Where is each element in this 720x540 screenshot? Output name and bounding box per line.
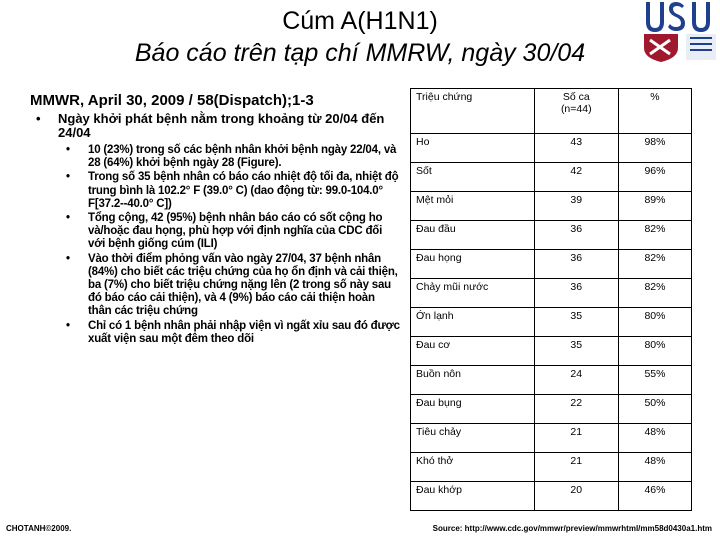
symptom-cell: Đau khớp [411,482,535,511]
table-row [411,366,692,395]
cases-cell: 42 [534,163,618,192]
table-row [411,424,692,453]
cases-cell: 36 [534,250,618,279]
table-row [411,308,692,337]
percent-cell: 48% [618,424,691,453]
table-row [411,192,692,221]
table-row [411,395,692,424]
usu-logo [640,0,720,62]
percent-cell: 46% [618,482,691,511]
cases-cell: 22 [534,395,618,424]
symptom-cell: Chảy mũi nước [411,279,535,308]
cases-cell: 21 [534,453,618,482]
report-summary [30,92,400,347]
percent-cell: 82% [618,250,691,279]
percent-cell: 98% [618,134,691,163]
cases-cell: 24 [534,366,618,395]
table-row [411,482,692,511]
percent-cell: 80% [618,337,691,366]
percent-cell: 50% [618,395,691,424]
detail-item: • Trong số 35 bệnh nhân có báo cáo nhiệt độ tối đa, nhiệt độ trung bình là 102.2° F (39.0° C) (dao động từ: 99.0-104.0° F[37.2--40.0° C]) [30,171,400,211]
cases-cell: 20 [534,482,618,511]
table-row [411,134,692,163]
percent-cell: 96% [618,163,691,192]
cases-cell: 35 [534,337,618,366]
page-title: Cúm A(H1N1) [282,7,438,35]
detail-list [30,144,400,346]
table-row [411,221,692,250]
symptom-cell: Ho [411,134,535,163]
detail-item: • Vào thời điểm phỏng vấn vào ngày 27/04, 37 bệnh nhân (84%) cho biết các triệu chứng của họ ổn định và cải thiện, ba (7%) cho biết triệu chứng nặng lên (2 trong số này sau đó báo cáo cải thiện), và 4 (9%) báo cáo cải thiện hoàn thân các triệu chứng [30,253,400,319]
page-subtitle: Báo cáo trên tạp chí MMRW, ngày 30/04 [134,39,586,67]
symptom-cell: Tiêu chảy [411,424,535,453]
cases-cell: 43 [534,134,618,163]
cases-cell: 36 [534,221,618,250]
percent-cell: 82% [618,279,691,308]
symptom-cell: Đau bụng [411,395,535,424]
table-row [411,453,692,482]
source-footer: Source: http://www.cdc.gov/mmwr/preview/mmwrhtml/mm58d0430a1.htm [432,524,712,533]
percent-cell: 80% [618,308,691,337]
table-row [411,337,692,366]
symptom-cell: Mệt mỏi [411,192,535,221]
percent-cell: 55% [618,366,691,395]
onset-bullet: • Ngày khởi phát bệnh nằm trong khoảng từ 20/04 đến 24/04 [30,112,400,140]
symptom-cell: Khó thở [411,453,535,482]
cases-cell: 39 [534,192,618,221]
report-citation: MMWR, April 30, 2009 / 58(Dispatch);1-3 [30,92,314,109]
header-cases: Số ca (n=44) [534,89,618,134]
symptom-cell: Đau đầu [411,221,535,250]
symptom-cell: Ớn lạnh [411,308,535,337]
symptom-table [410,88,692,511]
table-header-row [411,89,692,134]
table-row [411,250,692,279]
percent-cell: 82% [618,221,691,250]
symptom-cell: Sốt [411,163,535,192]
detail-item: • Tổng cộng, 42 (95%) bệnh nhân báo cáo có sốt cộng ho và/hoặc đau họng, phù hợp với định nghĩa của CDC đối với bệnh giống cúm (ILI) [30,212,400,252]
cases-cell: 35 [534,308,618,337]
detail-item: • 10 (23%) trong số các bệnh nhân khởi bệnh ngày 22/04, và 28 (64%) khởi bệnh ngày 28 (Figure). [30,144,400,170]
percent-cell: 48% [618,453,691,482]
header-symptom: Triệu chứng [411,89,535,134]
symptom-cell: Đau họng [411,250,535,279]
copyright-footer: CHOTANH©2009. [6,524,72,533]
cases-cell: 36 [534,279,618,308]
detail-item: • Chỉ có 1 bệnh nhân phải nhập viện vì ngất xỉu sau đó được xuất viện sau một đêm theo dõi [30,320,400,346]
table-row [411,279,692,308]
cases-cell: 21 [534,424,618,453]
symptom-cell: Buồn nôn [411,366,535,395]
table-row [411,163,692,192]
symptom-cell: Đau cơ [411,337,535,366]
header-percent: % [618,89,691,134]
percent-cell: 89% [618,192,691,221]
